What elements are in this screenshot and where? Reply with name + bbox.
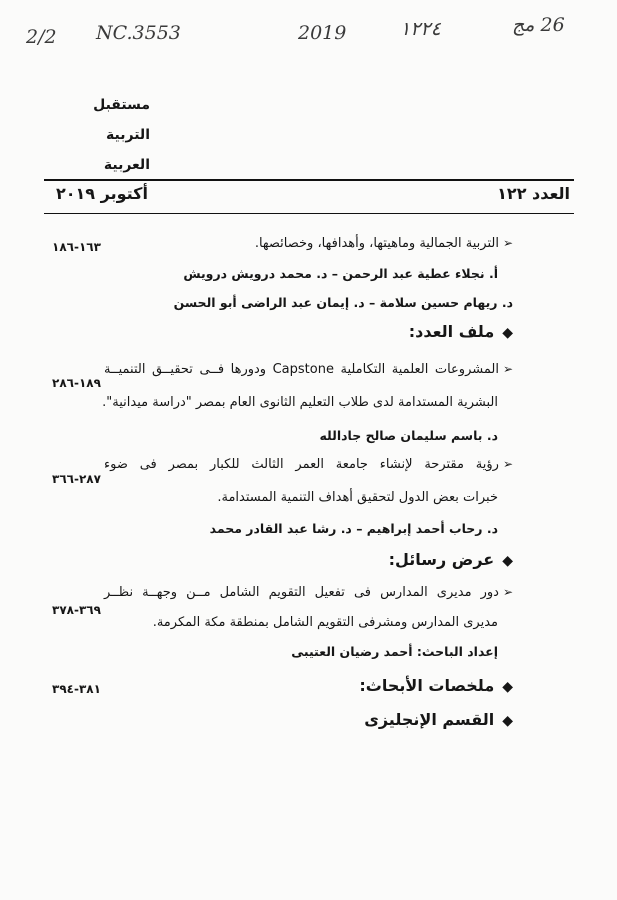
handwritten-accession-number: NC.3553 <box>96 22 181 44</box>
issue-number: العدد ١٢٢ <box>497 184 570 203</box>
entry-pages: ٣٦٩-٣٧٨ <box>52 603 101 617</box>
issue-date: أكتوبر ٢٠١٩ <box>56 184 148 203</box>
arrow-icon: ➢ <box>502 585 513 599</box>
entry-title: ➢المشروعات العلمية التكاملية Capstone ودورها فــى تحقيــق التنميــة <box>104 362 514 377</box>
entry-title-continued: خبرات بعض الدول لتحقيق أهداف التنمية المستدامة. <box>217 490 498 505</box>
entry-author: د. ريهام حسين سلامة – د. إيمان عبد الراضى أبو الحسن <box>173 295 513 310</box>
issue-header <box>56 184 570 210</box>
section-heading-abstracts: ◆ملخصات الأبحاث: <box>359 676 513 695</box>
diamond-bullet-icon: ◆ <box>502 679 513 695</box>
header-rule-bottom <box>44 213 574 214</box>
journal-name-line: التربية <box>106 127 150 143</box>
diamond-bullet-icon: ◆ <box>502 325 513 341</box>
diamond-bullet-icon: ◆ <box>502 553 513 569</box>
diamond-bullet-icon: ◆ <box>502 713 513 729</box>
arrow-icon: ➢ <box>502 362 514 376</box>
entry-author: د. باسم سليمان صالح جادالله <box>319 428 498 443</box>
entry-pages: ٢٨٧-٣٦٦ <box>52 472 101 486</box>
handwritten-year: 2019 <box>298 22 347 44</box>
handwritten-number: ١٢٢٤ <box>400 18 441 40</box>
handwritten-reference: 26 مج <box>512 14 565 36</box>
header-rule-top <box>44 179 574 181</box>
journal-name <box>93 90 150 180</box>
section-pages: ٣٨١-٣٩٤ <box>52 682 101 696</box>
section-heading-english: ◆القسم الإنجليزى <box>364 710 513 729</box>
journal-name-line: العربية <box>103 157 150 173</box>
section-heading-file: ◆ملف العدد: <box>408 322 513 341</box>
entry-title: ➢رؤية مقترحة لإنشاء جامعة العمر الثالث للكبار بمصر فى ضوء <box>104 457 513 472</box>
arrow-icon: ➢ <box>502 457 513 471</box>
arrow-icon: ➢ <box>502 236 513 250</box>
entry-author: إعداد الباحث: أحمد رضيان العتيبى <box>291 644 498 659</box>
section-heading-theses: ◆عرض رسائل: <box>388 550 513 569</box>
entry-title: ➢التربية الجمالية وماهيتها، وأهدافها، وخصائصها. <box>254 236 513 251</box>
handwritten-fraction: 2/2 <box>26 26 57 48</box>
entry-author: أ. نجلاء عطية عبد الرحمن – د. محمد درويش درويش <box>183 266 498 281</box>
entry-title: ➢دور مديرى المدارس فى تفعيل التقويم الشامل مــن وجهــة نظــر <box>104 585 513 600</box>
entry-author: د. رحاب أحمد إبراهيم – د. رشا عبد القادر محمد <box>209 521 498 536</box>
entry-pages: ١٨٩-٢٨٦ <box>52 376 101 390</box>
journal-name-line: مستقبل <box>93 97 150 113</box>
entry-title-continued: البشرية المستدامة لدى طلاب التعليم الثانوى العام بمصر "دراسة ميدانية". <box>102 395 498 410</box>
entry-title-continued: مديرى المدارس ومشرفى التقويم الشامل بمنطقة مكة المكرمة. <box>152 615 498 630</box>
entry-pages: ١٦٣-١٨٦ <box>52 240 101 254</box>
